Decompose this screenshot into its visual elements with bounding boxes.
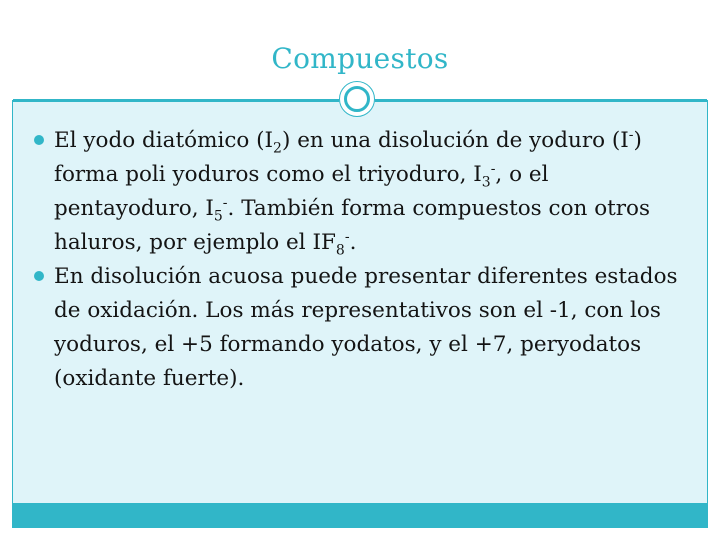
- circle-ornament-icon: [339, 81, 375, 117]
- bullet-dot-icon: [34, 271, 44, 281]
- footer-bar: [13, 503, 707, 527]
- bullet-list: [34, 124, 689, 396]
- bullet-item: [34, 260, 689, 396]
- bullet-item: [34, 124, 689, 260]
- bullet-dot-icon: [34, 135, 44, 145]
- bullet-text: En disolución acuosa puede presentar diferentes estados de oxidación. Los más representativos son el -1, con los yoduros, el +5 formando yodatos, y el +7, peryodatos (oxidante fuerte).: [54, 264, 678, 391]
- bullet-text: El yodo diatómico $(I_2)$ en una disolución de yoduro (I-) forma poli yoduros como el triyoduro, $I_3^-$, o el pentayoduro, $I_5^-$. También forma compuestos con otros haluros, por ejemplo el $IF_8^-$.: [54, 126, 651, 259]
- slide-title: Compuestos: [271, 42, 449, 75]
